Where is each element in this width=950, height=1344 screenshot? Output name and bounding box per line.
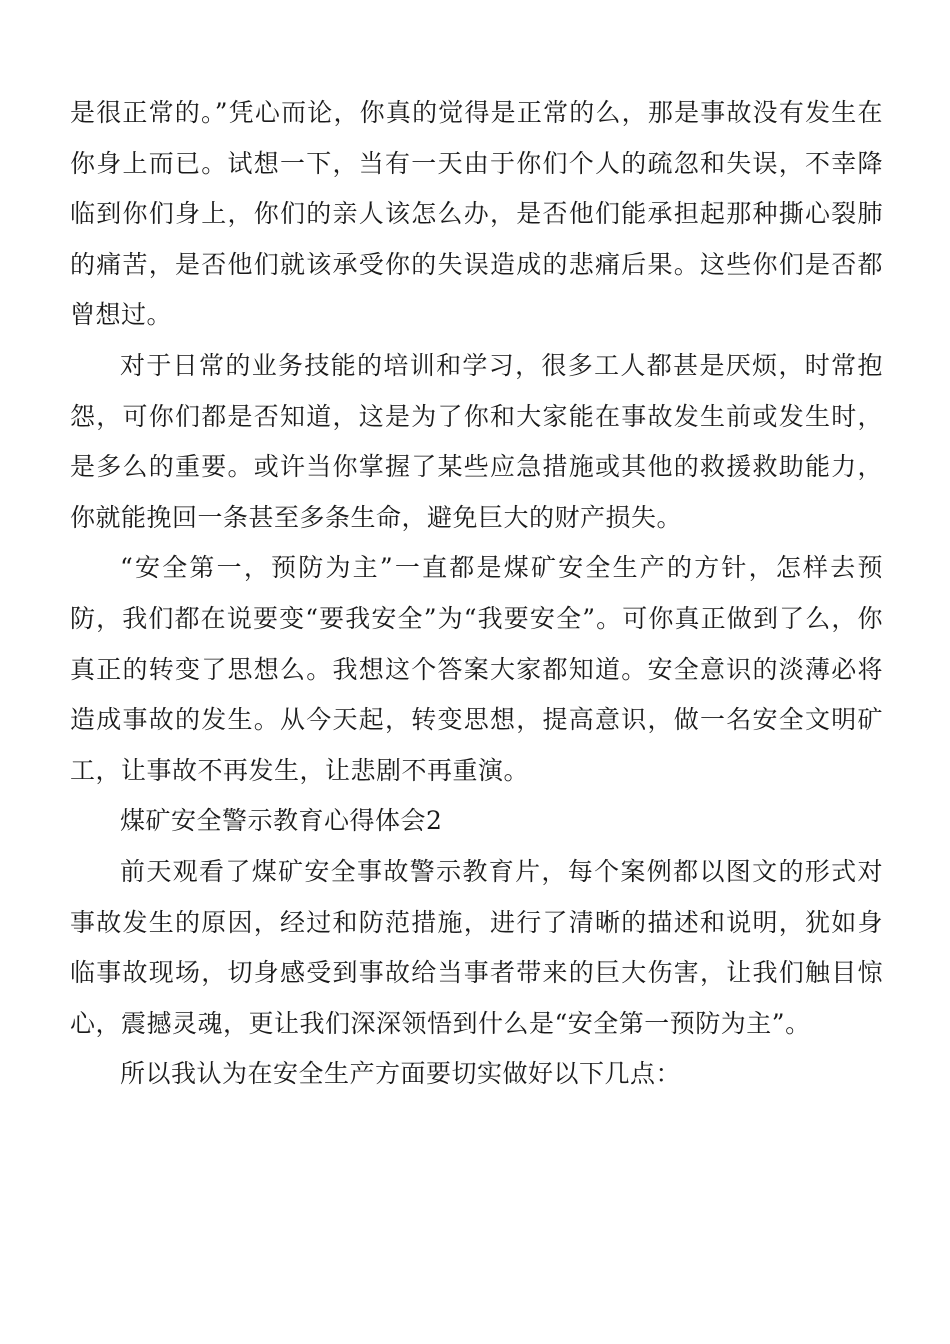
paragraph-warning-film: 前天观看了煤矿安全事故警示教育片，每个案例都以图文的形式对事故发生的原因，经过和防范措施，进行了清晰的描述和说明，犹如身临事故现场，切身感受到事故给当事者带来的巨大伤害，让我们触目惊心，震撼灵魂，更让我们深深领悟到什么是“安全第一预防为主”。	[70, 856, 883, 1038]
document-page	[70, 88, 883, 1100]
paragraph-continuation: 是很正常的。”凭心而论，你真的觉得是正常的么，那是事故没有发生在你身上而已。试想一下，当有一天由于你们个人的疏忽和失误，不幸降临到你们身上，你们的亲人该怎么办，是否他们能承担起那种撕心裂肺的痛苦，是否他们就该承受你的失误造成的悲痛后果。这些你们是否都曾想过。	[70, 98, 883, 330]
paragraph-safety-first: “安全第一，预防为主”一直都是煤矿安全生产的方针，怎样去预防，我们都在说要变“要我安全”为“我要安全”。可你真正做到了么，你真正的转变了思想么。我想这个答案大家都知道。安全意识的淡薄必将造成事故的发生。从今天起，转变思想，提高意识，做一名安全文明矿工，让事故不再发生，让悲剧不再重演。	[70, 553, 883, 785]
paragraph-points-intro: 所以我认为在安全生产方面要切实做好以下几点：	[120, 1059, 682, 1089]
paragraph-training: 对于日常的业务技能的培训和学习，很多工人都甚是厌烦，时常抱怨，可你们都是否知道，这是为了你和大家能在事故发生前或发生时，是多么的重要。或许当你掌握了某些应急措施或其他的救援救助能力，你就能挽回一条甚至多条生命，避免巨大的财产损失。	[70, 350, 883, 532]
section-heading: 煤矿安全警示教育心得体会2	[120, 806, 443, 836]
